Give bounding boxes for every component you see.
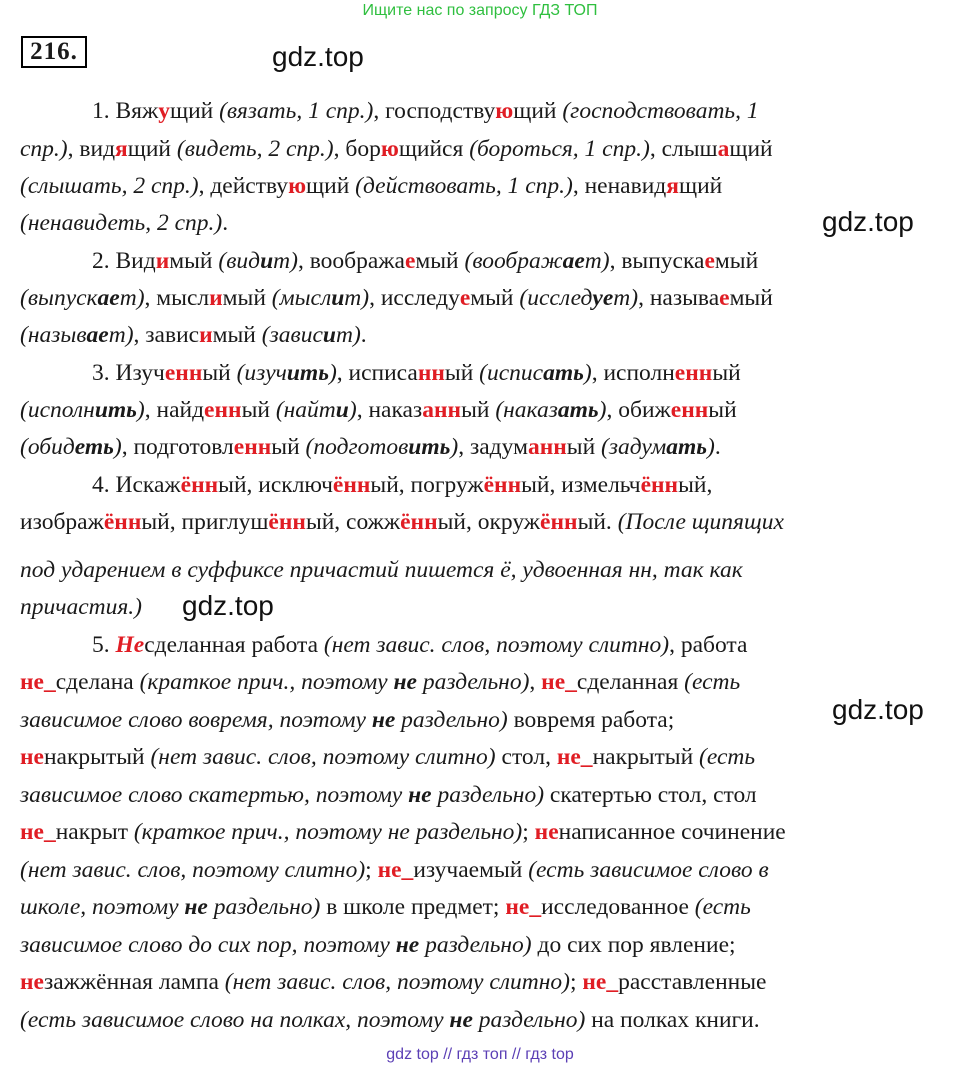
text-segment: е (404, 248, 416, 274)
text-segment: ать (666, 434, 707, 460)
text-segment: на полках книги. (585, 1007, 760, 1033)
text-segment: е (719, 285, 730, 311)
text-segment: мый (169, 248, 219, 274)
text-segment: не_ (582, 969, 619, 995)
text-segment: ый, измельч (521, 472, 641, 498)
text-segment: (видеть, 2 спр.) (176, 136, 334, 162)
text-segment: ый (444, 360, 480, 386)
text-segment: скатертью стол, стол (544, 782, 757, 808)
text-segment: , слыш (649, 136, 718, 162)
text-segment: ить (286, 360, 329, 386)
text-segment: (есть (699, 744, 756, 770)
text-segment: 4. Искаж (92, 472, 181, 498)
text-segment: (обид (20, 434, 75, 460)
text-segment: т) (613, 285, 639, 311)
text-segment: ; (522, 819, 535, 845)
text-segment: ый (241, 397, 276, 423)
text-segment: мый (729, 285, 773, 311)
text-segment: (задум (601, 434, 667, 460)
text-line (20, 283, 940, 313)
text-segment: мый (415, 248, 465, 274)
text-segment: енн (674, 360, 713, 386)
text-segment: (нет завис. слов, поэтому слитно) (150, 744, 496, 770)
text-segment: и (155, 248, 170, 274)
text-segment: ённ (180, 472, 219, 498)
text-segment: , (529, 669, 542, 695)
text-segment: у (158, 98, 170, 124)
text-segment: ённ (483, 472, 522, 498)
text-segment: ю (495, 98, 514, 124)
text-segment: (наказ (495, 397, 558, 423)
text-segment: 1. Вяж (92, 98, 159, 124)
text-segment: е (704, 248, 715, 274)
exercise-number: 216. (21, 36, 87, 68)
text-line (20, 892, 940, 922)
text-segment: ый, окруж (437, 509, 541, 535)
text-segment: и (322, 322, 336, 348)
text-segment: енн (233, 434, 272, 460)
text-segment: ить (408, 434, 451, 460)
text-segment: а (717, 136, 730, 162)
text-segment: ае (97, 285, 120, 311)
text-segment: накрытый (592, 744, 700, 770)
text-line (20, 96, 960, 126)
text-segment: не (395, 932, 420, 958)
text-segment: ённ (640, 472, 679, 498)
text-segment: ; (365, 857, 378, 883)
text-segment: (испис (479, 360, 544, 386)
text-segment: , вообража (297, 248, 405, 274)
text-line (20, 246, 960, 276)
text-segment: ю (288, 173, 307, 199)
text-segment: (вид (218, 248, 261, 274)
text-segment: не_ (20, 669, 56, 695)
text-segment: (После щипящих (617, 509, 784, 535)
text-segment: ый (708, 397, 737, 423)
text-segment: я (666, 173, 679, 199)
text-segment: . (714, 434, 721, 460)
text-segment: и (331, 285, 345, 311)
text-segment: (завис (261, 322, 323, 348)
text-segment: ; (569, 969, 583, 995)
text-segment: спр.) (20, 136, 68, 162)
text-segment: зависимое слово вовремя, поэтому (20, 707, 372, 733)
text-segment: , подготовл (121, 434, 234, 460)
text-segment: , задум (458, 434, 528, 460)
text-segment: я (115, 136, 128, 162)
text-segment: (воображ (464, 248, 563, 274)
text-segment: анн (527, 434, 567, 460)
text-segment: , выпуска (609, 248, 705, 274)
text-segment: (есть (684, 669, 741, 695)
text-segment: (есть (694, 894, 751, 920)
text-segment: до сих пор явление; (531, 932, 736, 958)
text-line (20, 134, 940, 164)
text-segment: , ненавид (572, 173, 667, 199)
text-segment: не (393, 669, 417, 695)
text-segment: раздельно) (207, 894, 321, 920)
text-line (20, 208, 940, 238)
text-segment: , работа (669, 632, 748, 658)
text-segment: щий (127, 136, 177, 162)
text-line (20, 742, 940, 772)
text-segment: , исследу (369, 285, 460, 311)
text-segment: щий (678, 173, 723, 199)
text-segment: енн (670, 397, 709, 423)
text-segment: сделанная работа (144, 632, 324, 658)
text-segment: изучаемый (413, 857, 529, 883)
text-line (20, 930, 940, 960)
text-segment: (назыв (20, 322, 87, 348)
text-segment: еть (74, 434, 114, 460)
text-segment: написанное сочинение (558, 819, 786, 845)
text-line (20, 432, 940, 462)
text-segment: ) (328, 360, 337, 386)
search-banner: Ищите нас по запросу ГДЗ ТОП (362, 2, 598, 19)
text-segment: мый (714, 248, 759, 274)
text-segment: ) (598, 397, 607, 423)
text-segment: (изуч (236, 360, 287, 386)
text-segment: т) (108, 322, 134, 348)
text-line (20, 470, 960, 500)
text-segment: ить (94, 397, 137, 423)
text-segment: раздельно) (419, 932, 532, 958)
text-segment: (подготов (305, 434, 409, 460)
text-segment: уе (592, 285, 614, 311)
text-segment: щий (513, 98, 563, 124)
text-segment: зажжённая лампа (43, 969, 225, 995)
text-segment: сделана (55, 669, 140, 695)
text-segment: ый (461, 397, 496, 423)
text-segment: т) (344, 285, 370, 311)
text-segment: , обиж (606, 397, 671, 423)
text-segment: (бороться, 1 спр.) (469, 136, 650, 162)
text-segment: (есть зависимое слово на полках, поэтому (20, 1007, 450, 1033)
text-segment: щийся (398, 136, 470, 162)
text-segment: не_ (541, 669, 577, 695)
text-segment: школе, поэтому (20, 894, 185, 920)
text-segment: (господствовать, 1 (562, 98, 759, 124)
text-segment: ённ (103, 509, 142, 535)
text-segment: Не (115, 632, 145, 658)
text-segment: щий (306, 173, 356, 199)
text-segment: (краткое прич., поэтому не раздельно) (133, 819, 523, 845)
text-segment: раздельно) (431, 782, 545, 808)
text-segment: ) (450, 434, 459, 460)
text-segment: ый (566, 434, 602, 460)
text-segment: не_ (505, 894, 542, 920)
text-segment: щий (169, 98, 220, 124)
text-segment: сделанная (576, 669, 685, 695)
text-segment: не (534, 819, 559, 845)
text-segment: (нет завис. слов, поэтому слитно) (20, 857, 366, 883)
text-segment: зависимое слово до сих пор, поэтому (20, 932, 396, 958)
text-segment: , исписа (336, 360, 418, 386)
text-line (20, 705, 940, 735)
text-segment: мый (222, 285, 272, 311)
text-segment: 3. Изуч (92, 360, 165, 386)
text-segment: раздельно) (395, 707, 508, 733)
text-segment: ) (583, 360, 592, 386)
text-segment: , наказ (356, 397, 423, 423)
text-segment: щий (729, 136, 773, 162)
text-line (20, 667, 940, 697)
footer-banner: gdz top // гдз топ // гдз top (386, 1046, 574, 1063)
text-segment: и (199, 322, 213, 348)
text-segment: исследованное (541, 894, 695, 920)
text-segment: не (371, 707, 396, 733)
text-segment: , господству (373, 98, 496, 124)
text-segment: зависимое слово скатертью, поэтому (20, 782, 409, 808)
text-segment: т) (273, 248, 298, 274)
text-segment: вовремя работа; (507, 707, 675, 733)
text-line (20, 171, 940, 201)
text-segment: не_ (377, 857, 414, 883)
text-segment: (нет завис. слов, поэтому слитно) (323, 632, 670, 658)
text-segment: мый (212, 322, 262, 348)
text-segment: ый (712, 360, 741, 386)
text-segment: ать (543, 360, 584, 386)
watermark: gdz.top (182, 590, 274, 621)
text-segment: накрыт (55, 819, 134, 845)
text-segment: ённ (400, 509, 438, 535)
text-segment: 5. (92, 632, 116, 658)
text-segment: раздельно) (472, 1007, 586, 1033)
text-segment: в школе предмет; (320, 894, 506, 920)
text-segment: не (184, 894, 208, 920)
text-segment: ый (271, 434, 306, 460)
text-segment: 2. Вид (92, 248, 156, 274)
text-segment: под ударением в суффиксе причастий пишется ё, удвоенная нн, так как (20, 557, 743, 583)
text-segment: ) (136, 397, 145, 423)
text-segment: и (260, 248, 274, 274)
text-segment: е (459, 285, 471, 311)
text-segment: ае (562, 248, 585, 274)
watermark: gdz.top (832, 694, 924, 725)
text-segment: , действу (198, 173, 289, 199)
text-line (20, 817, 940, 847)
text-line (20, 395, 940, 425)
text-segment: и (335, 397, 349, 423)
text-segment: енн (164, 360, 203, 386)
text-line (20, 1005, 940, 1035)
text-segment: , вид (67, 136, 116, 162)
text-segment: ) (348, 397, 357, 423)
text-line (20, 555, 940, 585)
text-segment: (выпуск (20, 285, 98, 311)
text-segment: ый. (577, 509, 618, 535)
text-segment: , называ (638, 285, 720, 311)
watermark: gdz.top (272, 41, 364, 72)
text-segment: накрытый (43, 744, 151, 770)
text-segment: енн (204, 397, 242, 423)
text-segment: т) (119, 285, 145, 311)
text-segment: т) (335, 322, 361, 348)
text-segment: ённ (332, 472, 371, 498)
text-segment: ый, приглуш (141, 509, 269, 535)
text-segment: (слышать, 2 спр.) (20, 173, 199, 199)
text-line (20, 507, 940, 537)
watermark: gdz.top (822, 206, 914, 237)
text-segment: ае (86, 322, 109, 348)
text-segment: ать (557, 397, 599, 423)
text-segment: , завис (133, 322, 200, 348)
text-segment: не (20, 969, 44, 995)
text-segment: нн (417, 360, 445, 386)
text-segment: (нет завис. слов, поэтому слитно) (224, 969, 570, 995)
text-line (20, 358, 960, 388)
text-segment: ый, погруж (370, 472, 484, 498)
text-segment: и (209, 285, 223, 311)
text-segment: (исслед (519, 285, 593, 311)
text-segment: стол, (495, 744, 557, 770)
text-segment: ) (113, 434, 122, 460)
text-segment: . (360, 322, 367, 348)
text-segment: , исполн (591, 360, 675, 386)
text-segment: ю (380, 136, 399, 162)
text-segment: (исполн (20, 397, 95, 423)
text-segment: ый (202, 360, 237, 386)
text-segment: не (449, 1007, 473, 1033)
text-segment: не_ (556, 744, 593, 770)
text-line (20, 967, 940, 997)
text-segment: (краткое прич., поэтому (139, 669, 394, 695)
text-segment: расставленные (618, 969, 767, 995)
text-segment: мый (470, 285, 520, 311)
text-segment: , найд (144, 397, 205, 423)
text-segment: ый, исключ (218, 472, 333, 498)
text-segment: причастия.) (20, 594, 142, 620)
text-segment: раздельно) (416, 669, 530, 695)
text-segment: (ненавидеть, 2 спр.) (20, 210, 223, 236)
text-segment: ённ (268, 509, 306, 535)
text-line (20, 855, 940, 885)
text-segment: (есть зависимое слово в (528, 857, 769, 883)
text-segment: изображ (20, 509, 104, 535)
text-segment: ый, сожж (305, 509, 401, 535)
text-segment: не (408, 782, 432, 808)
text-segment: не (20, 744, 44, 770)
text-segment: ённ (540, 509, 578, 535)
text-segment: анн (422, 397, 462, 423)
text-segment: ) (707, 434, 715, 460)
text-segment: ый, (678, 472, 713, 498)
text-segment: , мысл (144, 285, 210, 311)
text-segment: (действовать, 1 спр.) (355, 173, 573, 199)
text-segment: , бор (333, 136, 381, 162)
text-segment: (вязать, 1 спр.) (219, 98, 374, 124)
text-line (20, 320, 940, 350)
text-segment: т) (584, 248, 610, 274)
text-segment: (найт (275, 397, 336, 423)
text-line (20, 780, 940, 810)
text-line (20, 592, 940, 622)
text-segment: . (222, 210, 229, 236)
text-segment: не_ (20, 819, 56, 845)
text-line (20, 630, 960, 660)
text-segment: (мысл (271, 285, 332, 311)
